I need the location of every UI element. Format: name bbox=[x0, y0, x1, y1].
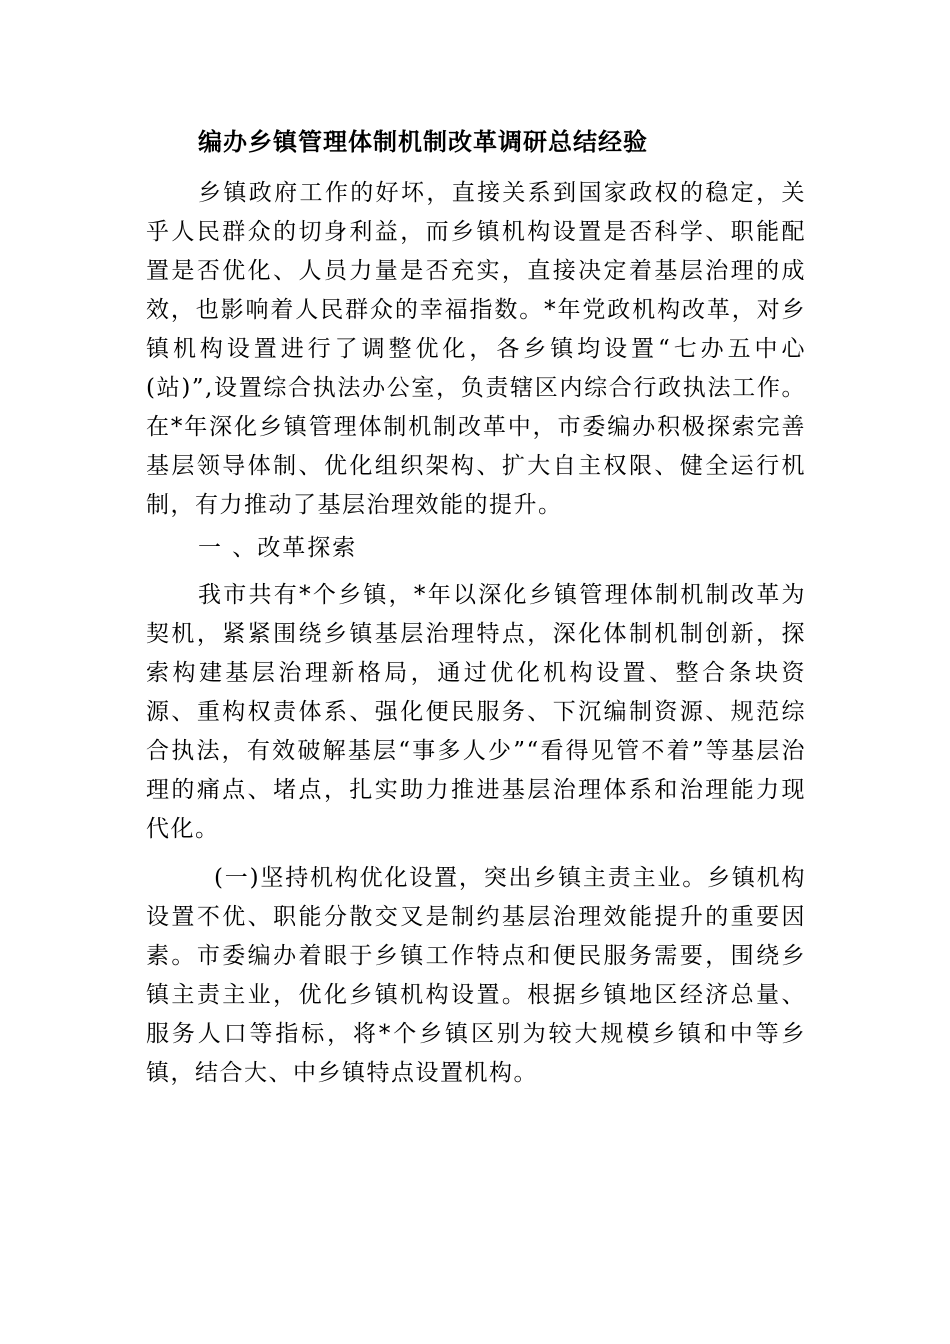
body-paragraph: 我市共有*个乡镇，*年以深化乡镇管理体制机制改革为契机，紧紧围绕乡镇基层治理特点，深化体制机制创新，探索构建基层治理新格局，通过优化机构设置、整合条块资源、重构权责体系、强化便民服务、下沉编制资源、规范综合执法，有效破解基层“事多人少”“看得见管不着”等基层治理的痛点、堵点，扎实助力推进基层治理体系和治理能力现代化。 bbox=[146, 582, 806, 842]
document-body bbox=[146, 122, 806, 1093]
subsection-paragraph: (一)坚持机构优化设置，突出乡镇主责主业。乡镇机构设置不优、职能分散交叉是制约基层治理效能提升的重要因素。市委编办着眼于乡镇工作特点和便民服务需要，围绕乡镇主责主业，优化乡镇机构设置。根据乡镇地区经济总量、服务人口等指标，将*个乡镇区别为较大规模乡镇和中等乡镇，结合大、中乡镇特点设置机构。 bbox=[146, 865, 806, 1086]
section-heading: 一 、改革探索 bbox=[198, 535, 358, 561]
document-title: 编办乡镇管理体制机制改革调研总结经验 bbox=[198, 127, 648, 156]
intro-paragraph: 乡镇政府工作的好坏，直接关系到国家政权的稳定，关乎人民群众的切身利益，而乡镇机构设置是否科学、职能配置是否优化、人员力量是否充实，直接决定着基层治理的成效，也影响着人民群众的幸福指数。*年党政机构改革，对乡镇机构设置进行了调整优化，各乡镇均设置“七办五中心(站)”,设置综合执法办公室，负责辖区内综合行政执法工作。在*年深化乡镇管理体制机制改革中，市委编办积极探索完善基层领导体制、优化组织架构、扩大自主权限、健全运行机制，有力推动了基层治理效能的提升。 bbox=[146, 180, 806, 518]
